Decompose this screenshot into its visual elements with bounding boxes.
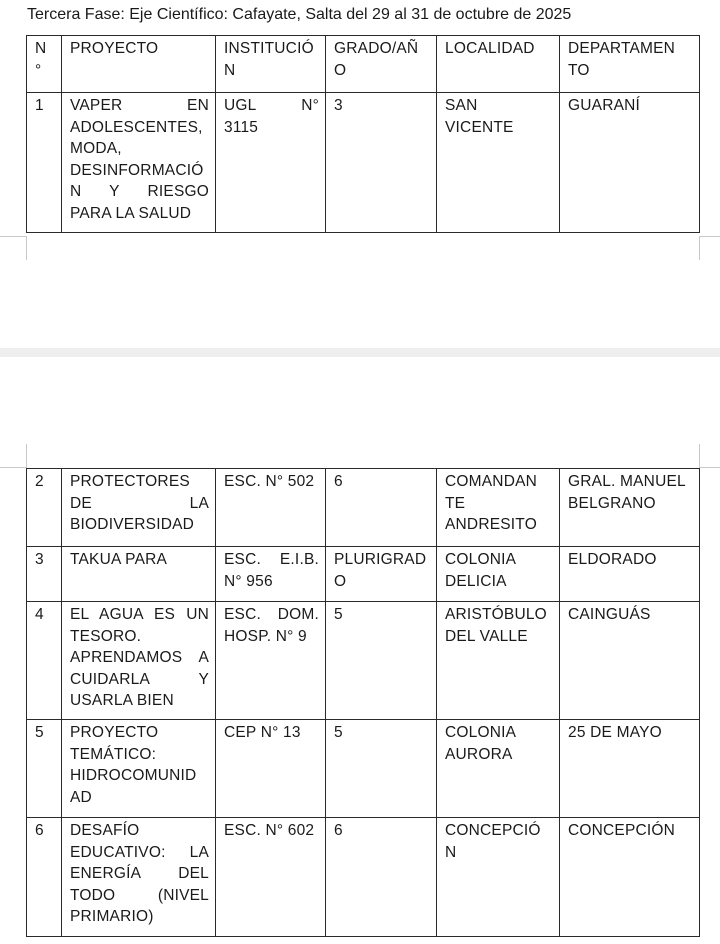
- cell-text-line: ESC. DOM.: [224, 606, 319, 623]
- cell-text-line: ANDRESITO: [445, 516, 537, 533]
- cell-grado: [326, 547, 437, 602]
- page-corner-guide: [0, 236, 26, 237]
- cell-localidad: [437, 547, 560, 602]
- cell-institucion: [216, 818, 326, 937]
- cell-text-line: TAKUA PARA: [70, 551, 168, 568]
- cell-text-line: 4: [35, 606, 44, 623]
- cell-text-line: 3: [334, 97, 343, 114]
- cell-text-line: COLONIA: [445, 724, 517, 741]
- cell-text-line: DESINFORMACIÓ: [70, 161, 204, 179]
- cell-text-line: N: [35, 40, 47, 57]
- cell-text-line: N: [445, 843, 457, 861]
- cell-localidad: [437, 93, 560, 233]
- cell-institucion: [216, 602, 326, 720]
- cell-text-line: TE: [445, 494, 466, 512]
- cell-text-line: HIDROCOMUNID: [70, 767, 197, 784]
- cell-institucion: [216, 547, 326, 602]
- cell-grado: [326, 93, 437, 233]
- cell-text-line: DEL VALLE: [445, 627, 528, 645]
- page-break: [0, 348, 720, 357]
- cell-text-line: VAPER EN: [70, 97, 209, 114]
- cell-text-line: 25 DE MAYO: [568, 724, 662, 741]
- page-corner-guide: [26, 236, 27, 260]
- table-row: [27, 720, 700, 818]
- table-row: [27, 93, 700, 233]
- cell-text-line: COLONIA: [445, 551, 517, 568]
- header-proyecto: [62, 36, 216, 93]
- cell-grado: [326, 818, 437, 937]
- cell-text-line: PROYECTO: [70, 724, 159, 741]
- cell-text-line: TO: [568, 61, 590, 79]
- cell-text-line: CONCEPCIÓ: [445, 822, 541, 839]
- cell-text-line: EDUCATIVO: LA: [70, 843, 209, 861]
- cell-localidad: [437, 602, 560, 720]
- cell-text-line: BELGRANO: [568, 494, 656, 512]
- cell-text-line: ELDORADO: [568, 551, 657, 568]
- cell-text-line: N° 956: [224, 572, 273, 590]
- cell-text-line: 6: [334, 822, 343, 839]
- cell-grado: [326, 602, 437, 720]
- cell-institucion: [216, 469, 326, 547]
- cell-text-line: PLURIGRAD: [334, 551, 427, 568]
- cell-text-line: CEP N° 13: [224, 724, 301, 741]
- cell-text-line: O: [334, 572, 347, 590]
- cell-departamento: [560, 602, 700, 720]
- cell-num: [27, 818, 62, 937]
- cell-institucion: [216, 720, 326, 818]
- cell-text-line: 3115: [224, 118, 259, 136]
- cell-localidad: [437, 818, 560, 937]
- page-corner-guide: [699, 467, 720, 468]
- header-departamento: [560, 36, 700, 93]
- header-grado: [326, 36, 437, 93]
- cell-institucion: [216, 93, 326, 233]
- cell-proyecto: [62, 720, 216, 818]
- cell-grado: [326, 720, 437, 818]
- cell-proyecto: [62, 602, 216, 720]
- cell-text-line: HOSP. N° 9: [224, 627, 307, 645]
- cell-text-line: 2: [35, 473, 44, 490]
- cell-text-line: 6: [35, 822, 44, 839]
- cell-text-line: ADOLESCENTES,: [70, 118, 203, 136]
- cell-text-line: ARISTÓBULO: [445, 606, 547, 623]
- cell-localidad: [437, 469, 560, 547]
- table-row: [27, 818, 700, 937]
- cell-departamento: [560, 93, 700, 233]
- cell-text-line: MODA,: [70, 140, 122, 157]
- cell-text-line: ESC. N° 502: [224, 473, 315, 490]
- cell-text-line: PROTECTORES: [70, 473, 190, 490]
- document-title: Tercera Fase: Eje Científico: Cafayate, Salta del 29 al 31 de octubre de 2025: [27, 6, 572, 23]
- cell-text-line: USARLA BIEN: [70, 692, 174, 709]
- cell-text-line: UGL N°: [224, 97, 319, 114]
- header-num: [27, 36, 62, 93]
- cell-text-line: APRENDAMOS A: [70, 649, 209, 666]
- cell-grado: [326, 469, 437, 547]
- cell-num: [27, 547, 62, 602]
- cell-text-line: INSTITUCIÓ: [224, 40, 314, 57]
- cell-text-line: DE LA: [70, 494, 209, 512]
- cell-localidad: [437, 720, 560, 818]
- cell-proyecto: [62, 93, 216, 233]
- cell-text-line: O: [334, 61, 347, 79]
- cell-text-line: SAN: [445, 97, 478, 114]
- cell-text-line: DELICIA: [445, 572, 507, 590]
- cell-proyecto: [62, 818, 216, 937]
- projects-table-page-2: [26, 468, 700, 937]
- cell-text-line: 5: [35, 724, 44, 741]
- cell-departamento: [560, 469, 700, 547]
- table-header-row: [27, 36, 700, 93]
- cell-text-line: GRADO/AÑ: [334, 40, 419, 57]
- cell-text-line: AD: [70, 788, 92, 806]
- cell-text-line: 6: [334, 473, 343, 490]
- cell-departamento: [560, 720, 700, 818]
- cell-text-line: °: [35, 61, 42, 79]
- cell-text-line: 1: [35, 97, 44, 114]
- cell-text-line: AURORA: [445, 745, 513, 763]
- cell-text-line: GUARANÍ: [568, 97, 641, 114]
- cell-num: [27, 720, 62, 818]
- page-corner-guide: [26, 444, 27, 468]
- page-corner-guide: [0, 467, 26, 468]
- cell-text-line: DESAFÍO: [70, 822, 140, 839]
- page-corner-guide: [699, 236, 700, 260]
- cell-departamento: [560, 818, 700, 937]
- cell-text-line: BIODIVERSIDAD: [70, 516, 195, 533]
- header-institucion: [216, 36, 326, 93]
- cell-departamento: [560, 547, 700, 602]
- cell-text-line: CAINGUÁS: [568, 606, 651, 623]
- table-row: [27, 469, 700, 547]
- cell-text-line: LOCALIDAD: [445, 40, 535, 57]
- cell-text-line: DEPARTAMEN: [568, 40, 676, 57]
- cell-text-line: PROYECTO: [70, 40, 159, 57]
- cell-proyecto: [62, 547, 216, 602]
- cell-text-line: EL AGUA ES UN: [70, 606, 209, 623]
- cell-text-line: ESC. N° 602: [224, 822, 315, 839]
- cell-num: [27, 93, 62, 233]
- cell-text-line: TESORO.: [70, 627, 142, 645]
- cell-text-line: PARA LA SALUD: [70, 204, 192, 222]
- cell-text-line: 5: [334, 606, 343, 623]
- page-corner-guide: [699, 444, 700, 468]
- cell-text-line: 5: [334, 724, 343, 741]
- cell-text-line: ENERGÍA DEL: [70, 865, 209, 882]
- cell-text-line: GRAL. MANUEL: [568, 473, 686, 490]
- projects-table-page-1: [26, 35, 700, 233]
- page-corner-guide: [699, 236, 720, 237]
- table-row: [27, 602, 700, 720]
- cell-text-line: VICENTE: [445, 118, 514, 136]
- cell-proyecto: [62, 469, 216, 547]
- cell-text-line: COMANDAN: [445, 473, 538, 490]
- header-localidad: [437, 36, 560, 93]
- cell-text-line: CONCEPCIÓN: [568, 822, 676, 839]
- cell-text-line: ESC. E.I.B.: [224, 551, 319, 568]
- cell-text-line: PRIMARIO): [70, 908, 154, 925]
- cell-text-line: TODO (NIVEL: [70, 886, 209, 904]
- cell-text-line: N: [224, 61, 236, 79]
- cell-num: [27, 602, 62, 720]
- cell-text-line: N Y RIESGO: [70, 183, 209, 200]
- cell-text-line: TEMÁTICO:: [70, 745, 157, 763]
- cell-text-line: 3: [35, 551, 44, 568]
- cell-num: [27, 469, 62, 547]
- cell-text-line: CUIDARLA Y: [70, 670, 209, 688]
- table-row: [27, 547, 700, 602]
